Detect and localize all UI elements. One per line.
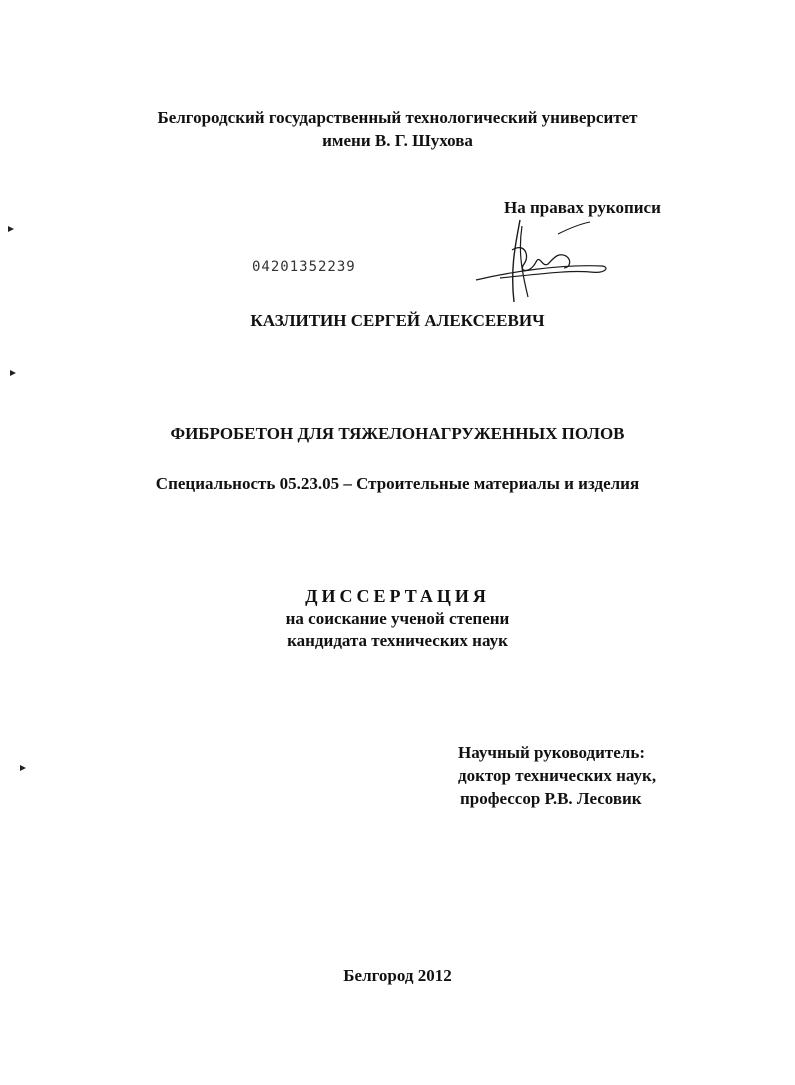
thesis-title: ФИБРОБЕТОН ДЛЯ ТЯЖЕЛОНАГРУЖЕННЫХ ПОЛОВ [170, 424, 625, 443]
scan-margin-mark [20, 765, 26, 771]
author-signature [470, 212, 610, 307]
document-type-heading: ДИССЕРТАЦИЯ [305, 586, 490, 606]
author-name: КАЗЛИТИН СЕРГЕЙ АЛЕКСЕЕВИЧ [250, 311, 545, 330]
scan-margin-mark [10, 370, 16, 376]
university-name-line1: Белгородский государственный технологический университет [157, 108, 638, 127]
city-year: Белгород 2012 [343, 966, 452, 985]
degree-line2: кандидата технических наук [287, 631, 508, 650]
scan-margin-mark [8, 226, 14, 232]
supervisor-label: Научный руководитель: [458, 743, 645, 762]
specialty-line: Специальность 05.23.05 – Строительные материалы и изделия [155, 474, 640, 493]
supervisor-degree: доктор технических наук, [458, 766, 657, 785]
supervisor-name: профессор Р.В. Лесовик [460, 789, 642, 808]
manuscript-rights-label: На правах рукописи [504, 198, 661, 217]
degree-line1: на соискание ученой степени [285, 609, 510, 628]
document-registration-number: 04201352239 [252, 259, 356, 275]
university-name-line2: имени В. Г. Шухова [322, 131, 473, 150]
